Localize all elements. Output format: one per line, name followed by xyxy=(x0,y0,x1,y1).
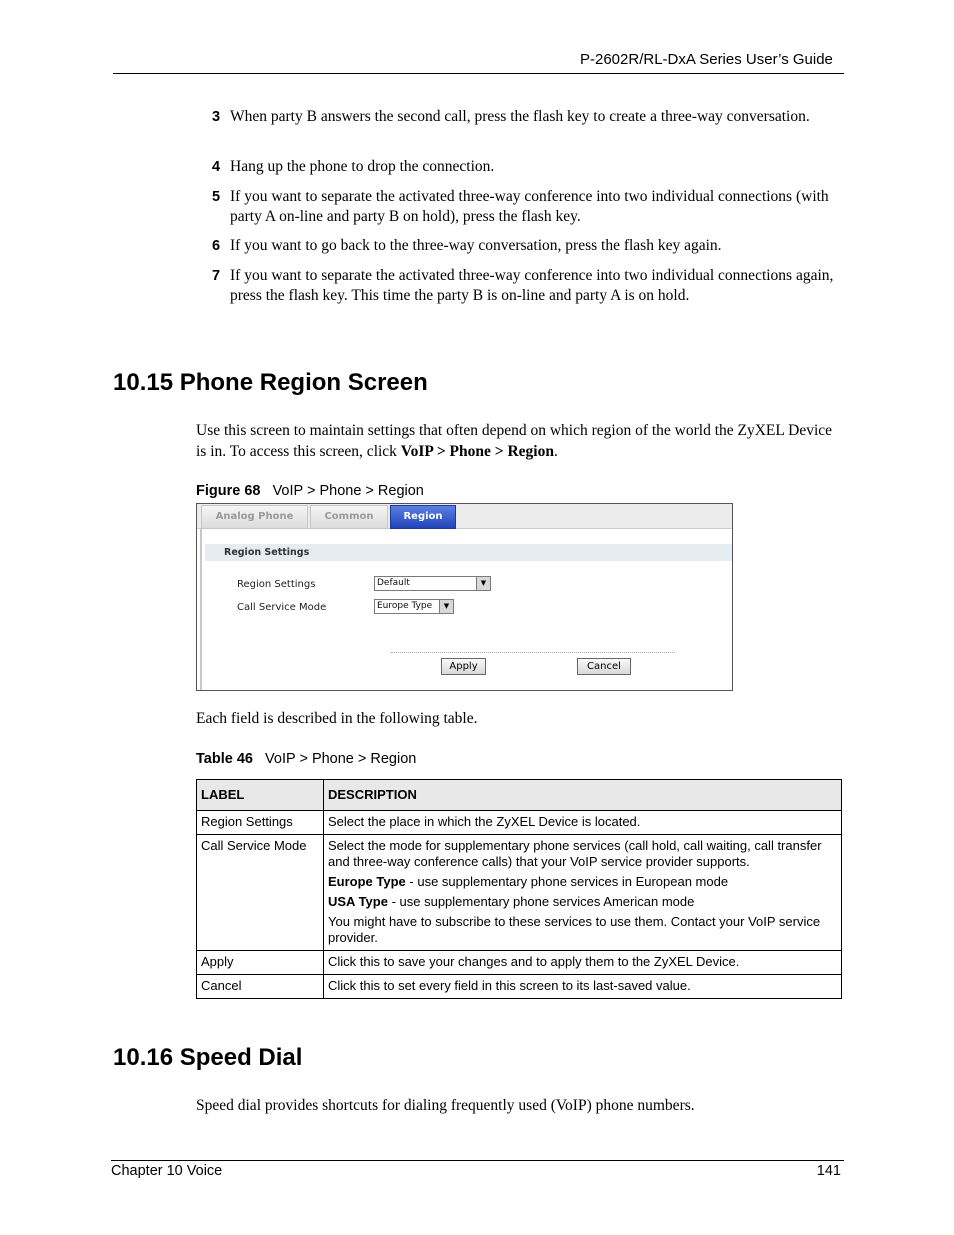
figure-title: VoIP > Phone > Region xyxy=(272,483,424,499)
apply-button[interactable]: Apply xyxy=(441,658,486,675)
cancel-button[interactable]: Cancel xyxy=(577,658,631,675)
table-row xyxy=(197,835,842,951)
region-select-value: Default xyxy=(377,578,410,588)
row-description: Select the place in which the ZyXEL Device is located. xyxy=(324,811,842,835)
table-header-row xyxy=(197,780,842,811)
mode-select-value: Europe Type xyxy=(377,601,433,611)
header-rule xyxy=(113,73,844,74)
column-header-label: LABEL xyxy=(197,780,324,811)
step-text: When party B answers the second call, press the flash key to create a three-way conversation. xyxy=(230,108,810,125)
step-number: 7 xyxy=(212,268,221,284)
tab-region[interactable]: Region xyxy=(390,505,456,529)
step-number: 4 xyxy=(212,159,221,175)
region-settings-bar: Region Settings xyxy=(205,544,732,561)
speed-dial-intro: Speed dial provides shortcuts for dialing frequently used (VoIP) phone numbers. xyxy=(196,1097,695,1114)
row-label: Apply xyxy=(197,951,324,975)
usa-type-term: USA Type xyxy=(328,894,388,909)
column-header-description: DESCRIPTION xyxy=(324,780,842,811)
step-5 xyxy=(212,187,852,227)
intro-end: . xyxy=(553,442,558,460)
field-description-table xyxy=(196,779,842,999)
step-number: 3 xyxy=(212,109,221,125)
table-caption xyxy=(196,751,416,767)
table-title: VoIP > Phone > Region xyxy=(265,751,417,767)
region-select[interactable] xyxy=(374,576,491,591)
step-3 xyxy=(212,107,852,127)
step-text: Hang up the phone to drop the connection. xyxy=(230,158,495,175)
step-number: 6 xyxy=(212,238,221,254)
intro-menu-path: VoIP > Phone > Region xyxy=(400,442,554,460)
table-row xyxy=(197,951,842,975)
page-number: 141 xyxy=(816,1163,841,1179)
left-border xyxy=(200,529,202,690)
step-text: If you want to separate the activated three-way conference into two individual connections again, press the flash key. This time the party B is on-line and party A is on hold. xyxy=(230,267,834,304)
row-description: Click this to save your changes and to apply them to the ZyXEL Device. xyxy=(324,951,842,975)
mode-description: Select the mode for supplementary phone services (call hold, call waiting, call transfer and three-way conference calls) that your VoIP service provider supports. xyxy=(328,838,822,869)
footer-chapter: Chapter 10 Voice xyxy=(111,1163,223,1179)
table-label: Table 46 xyxy=(196,751,253,767)
row-description: Click this to set every field in this screen to its last-saved value. xyxy=(324,975,842,999)
section-heading-phone-region: 10.15 Phone Region Screen xyxy=(113,369,428,396)
call-service-mode-select[interactable] xyxy=(374,599,454,614)
table-row xyxy=(197,975,842,999)
step-4 xyxy=(212,157,852,177)
tab-common[interactable]: Common xyxy=(310,505,388,529)
intro-paragraph xyxy=(196,421,846,462)
row-description xyxy=(324,835,842,951)
europe-type-text: - use supplementary phone services in European mode xyxy=(405,874,729,889)
chevron-down-icon: ▼ xyxy=(439,600,453,613)
step-text: If you want to go back to the three-way conversation, press the flash key again. xyxy=(230,237,722,254)
dotted-divider xyxy=(391,652,675,653)
row-label: Cancel xyxy=(197,975,324,999)
table-row xyxy=(197,811,842,835)
after-figure-text: Each field is described in the following table. xyxy=(196,710,478,727)
europe-type-description xyxy=(328,874,837,890)
usa-type-text: - use supplementary phone services American mode xyxy=(387,894,695,909)
step-6 xyxy=(212,236,852,256)
europe-type-term: Europe Type xyxy=(328,874,406,889)
intro-text: Use this screen to maintain settings that often depend on which region of the world the ZyXEL Device is in. To access this screen, click xyxy=(196,422,833,460)
chevron-down-icon: ▼ xyxy=(476,577,490,590)
step-7 xyxy=(212,266,852,306)
usa-type-description xyxy=(328,894,837,910)
region-screenshot xyxy=(196,503,733,691)
footer-rule xyxy=(111,1160,844,1161)
tab-analog-phone[interactable]: Analog Phone xyxy=(201,505,308,529)
figure-label: Figure 68 xyxy=(196,483,261,499)
row-label: Region Settings xyxy=(197,811,324,835)
region-settings-label: Region Settings xyxy=(237,579,316,590)
figure-caption xyxy=(196,483,424,499)
running-header: P-2602R/RL-DxA Series User’s Guide xyxy=(580,51,833,68)
step-number: 5 xyxy=(212,189,221,205)
row-label: Call Service Mode xyxy=(197,835,324,951)
tab-bar xyxy=(197,504,732,529)
step-text: If you want to separate the activated three-way conference into two individual connections (with party A on-line and party B on hold), press the flash key. xyxy=(230,188,829,225)
subscription-note: You might have to subscribe to these services to use them. Contact your VoIP service provider. xyxy=(328,914,821,945)
section-heading-speed-dial: 10.16 Speed Dial xyxy=(113,1044,303,1071)
call-service-mode-label: Call Service Mode xyxy=(237,602,327,613)
